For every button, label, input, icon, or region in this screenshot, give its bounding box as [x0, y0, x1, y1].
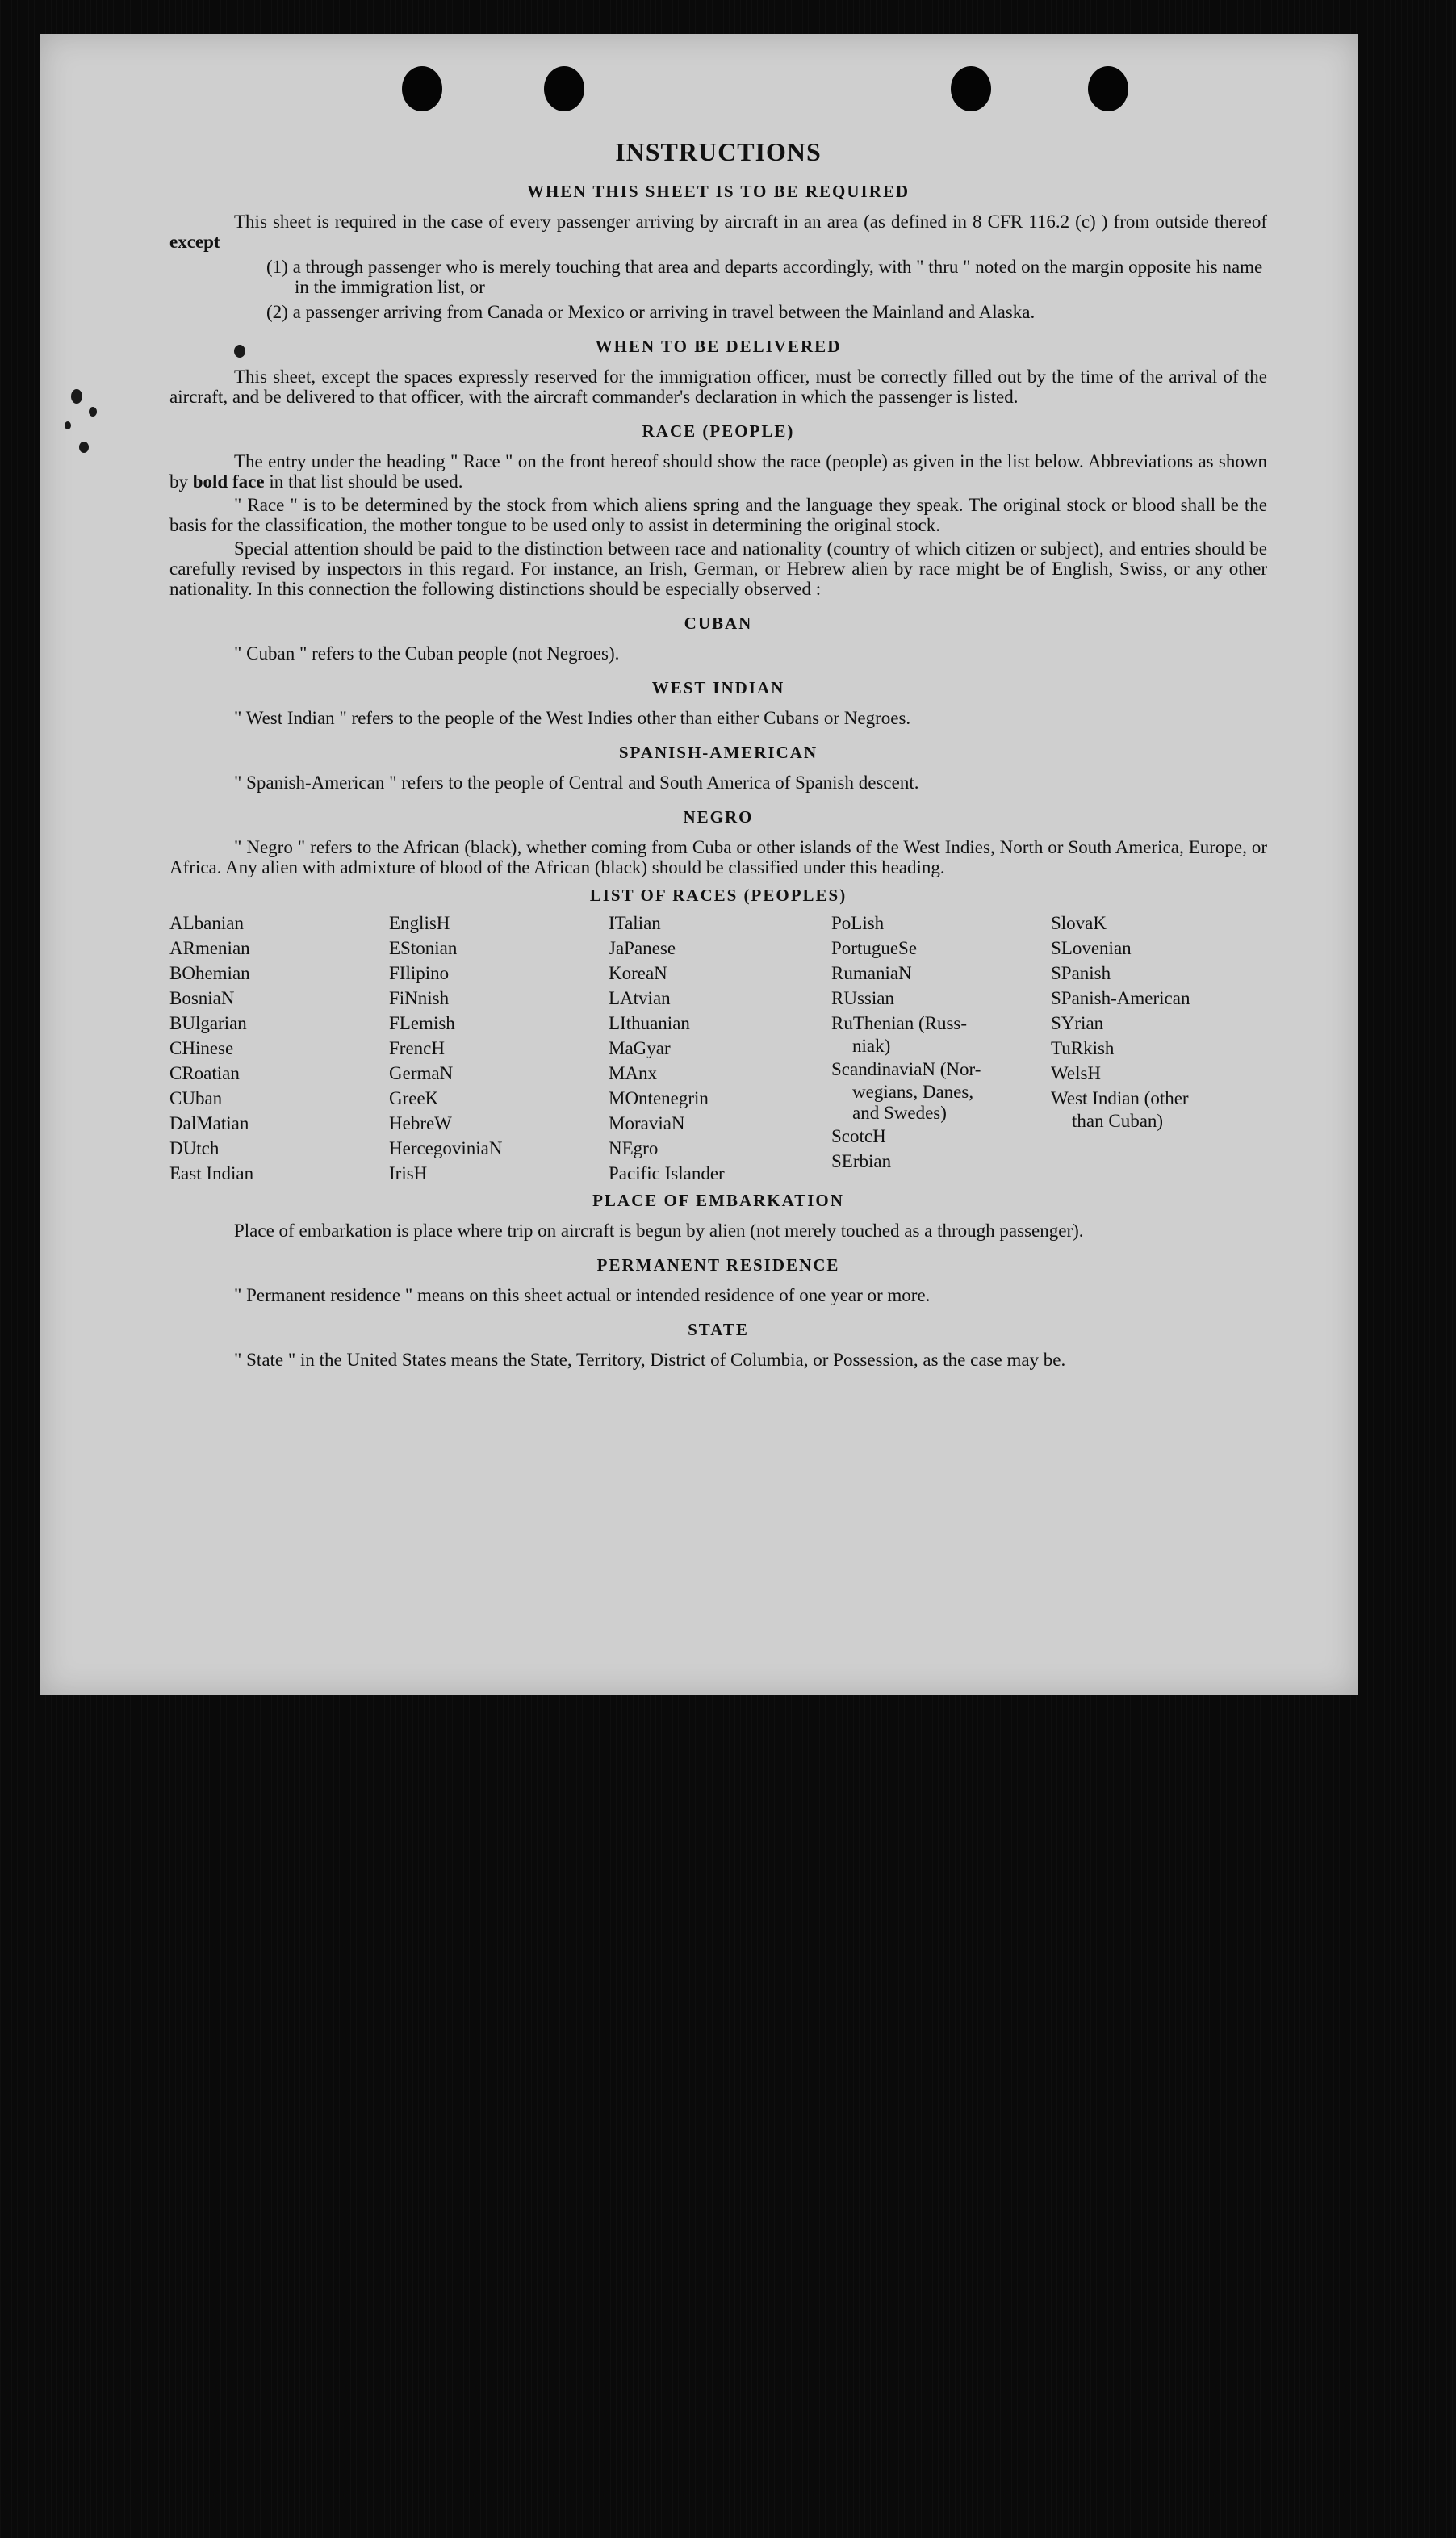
race-item: SPanish [1051, 963, 1111, 983]
paragraph: " Permanent residence " means on this sheet actual or intended residence of one year or more. [234, 1285, 931, 1305]
race-item: FIlipino [389, 963, 450, 983]
race-item-continuation: than Cuban) [1072, 1111, 1164, 1131]
race-item: SYrian [1051, 1013, 1104, 1033]
race-item: MaGyar [609, 1038, 671, 1058]
section-heading: CUBAN [684, 614, 753, 633]
race-item: ScandinaviaN (Nor- [831, 1059, 981, 1079]
punch-hole [402, 66, 442, 111]
section-heading: RACE (PEOPLE) [642, 421, 795, 441]
race-item: FLemish [389, 1013, 455, 1033]
race-item: GermaN [389, 1063, 454, 1083]
race-item: CRoatian [169, 1063, 240, 1083]
paragraph: " West Indian " refers to the people of the West Indies other than either Cubans or Negroes. [234, 708, 911, 728]
race-item: GreeK [389, 1088, 439, 1108]
race-item: PortugueSe [831, 938, 918, 958]
punch-hole [544, 66, 584, 111]
section-heading: PLACE OF EMBARKATION [592, 1191, 844, 1210]
ink-stain [65, 421, 71, 429]
paragraph: Place of embarkation is place where trip on aircraft is begun by alien (not merely touched as a through passenger). [234, 1221, 1084, 1241]
race-item: SlovaK [1051, 913, 1107, 933]
section-heading: WHEN TO BE DELIVERED [595, 337, 842, 356]
race-item: PoLish [831, 913, 885, 933]
paragraph: " State " in the United States means the State, Territory, District of Columbia, or Possession, as the case may be. [234, 1350, 1066, 1370]
race-item: MOntenegrin [609, 1088, 709, 1108]
paragraph: " Spanish-American " refers to the people of Central and South America of Spanish descent. [234, 773, 919, 793]
race-item: TuRkish [1051, 1038, 1115, 1058]
document-sheet [40, 34, 1358, 1695]
paragraph: " Race " is to be determined by the stock from which aliens spring and the language they speak. The original stock or blood shall be the basis for the classification, the mother tongue to be used only to assist in determining the original stock. [169, 495, 1267, 535]
list-item: (2) a passenger arriving from Canada or Mexico or arriving in travel between the Mainland and Alaska. [266, 302, 1036, 322]
paragraph: The entry under the heading " Race " on the front hereof should show the race (people) as given in the list below. Abbreviations as shown by bold face in that list should be used. [169, 451, 1267, 492]
race-item: NEgro [609, 1138, 659, 1158]
race-item: DUtch [169, 1138, 220, 1158]
race-item: SPanish-American [1051, 988, 1190, 1008]
race-item: HebreW [389, 1113, 452, 1133]
race-item: West Indian (other [1051, 1088, 1189, 1108]
race-item-continuation: wegians, Danes, [852, 1082, 974, 1102]
section-heading: STATE [688, 1320, 749, 1339]
document-title: INSTRUCTIONS [615, 137, 822, 166]
race-item: LAtvian [609, 988, 671, 1008]
race-item: RuThenian (Russ- [831, 1013, 968, 1033]
race-column [169, 911, 389, 1186]
race-item: BOhemian [169, 963, 250, 983]
paragraph: This sheet, except the spaces expressly reserved for the immigration officer, must be correctly filled out by the time of the arrival of the aircraft, and be delivered to that officer, with the aircraft commander's declaration in which the passenger is listed. [169, 366, 1267, 407]
paragraph: " Cuban " refers to the Cuban people (not Negroes). [234, 643, 620, 664]
race-item: IrisH [389, 1163, 428, 1183]
race-item-continuation: and Swedes) [852, 1103, 947, 1123]
race-item: Pacific Islander [609, 1163, 725, 1183]
race-item: KoreaN [609, 963, 667, 983]
race-item: ITalian [609, 913, 661, 933]
paragraph: This sheet is required in the case of every passenger arriving by aircraft in an area (as defined in 8 CFR 116.2 (c) ) from outside thereof except [169, 212, 1267, 252]
race-item: BosniaN [169, 988, 235, 1008]
race-item: EnglisH [389, 913, 450, 933]
section-heading: PERMANENT RESIDENCE [596, 1255, 840, 1275]
race-item: ARmenian [169, 938, 250, 958]
race-item: SLovenian [1051, 938, 1132, 958]
race-column [609, 911, 831, 1186]
ink-stain [71, 389, 82, 404]
race-item: EStonian [389, 938, 458, 958]
section-heading: LIST OF RACES (PEOPLES) [589, 886, 847, 905]
race-item: LIthuanian [609, 1013, 690, 1033]
section-heading: SPANISH-AMERICAN [618, 743, 818, 762]
race-item: FrencH [389, 1038, 445, 1058]
race-column [389, 911, 609, 1186]
race-list [169, 911, 1267, 1186]
race-item: WelsH [1051, 1063, 1102, 1083]
punch-hole [951, 66, 991, 111]
race-column [831, 911, 1051, 1186]
race-item: East Indian [169, 1163, 254, 1183]
race-item: ALbanian [169, 913, 244, 933]
race-item: RUssian [831, 988, 894, 1008]
punch-hole [1088, 66, 1128, 111]
list-item: (1) a through passenger who is merely touching that area and departs accordingly, with " thru " noted on the margin opposite his name in the immigration list, or [266, 257, 1263, 297]
race-item: FiNnish [389, 988, 450, 1008]
section-heading: WHEN THIS SHEET IS TO BE REQUIRED [526, 182, 910, 201]
paragraph: Special attention should be paid to the distinction between race and nationality (country of which citizen or subject), and entries should be carefully revised by inspectors in this regard. For instance, an Irish, German, or Hebrew alien by race might be of English, Swiss, or any other nationality. In this connection the following distinctions should be especially observed : [169, 538, 1267, 599]
race-item: MoraviaN [609, 1113, 685, 1133]
race-item-continuation: niak) [852, 1036, 891, 1056]
race-item: ScotcH [831, 1126, 886, 1146]
section-heading: NEGRO [683, 807, 754, 827]
race-item: RumaniaN [831, 963, 912, 983]
race-item: HercegoviniaN [389, 1138, 503, 1158]
race-item: CHinese [169, 1038, 234, 1058]
race-item: JaPanese [609, 938, 676, 958]
race-item: DalMatian [169, 1113, 249, 1133]
paragraph: " Negro " refers to the African (black), whether coming from Cuba or other islands of the West Indies, North or South America, Europe, or Africa. Any alien with admixture of blood of the African (black) should be classified under this heading. [169, 837, 1267, 877]
ink-stain [89, 407, 97, 417]
section-heading: WEST INDIAN [651, 678, 785, 697]
race-item: SErbian [831, 1151, 892, 1171]
race-item: CUban [169, 1088, 223, 1108]
race-item: BUlgarian [169, 1013, 247, 1033]
ink-stain [79, 442, 89, 453]
race-item: MAnx [609, 1063, 658, 1083]
race-column [1051, 911, 1267, 1186]
